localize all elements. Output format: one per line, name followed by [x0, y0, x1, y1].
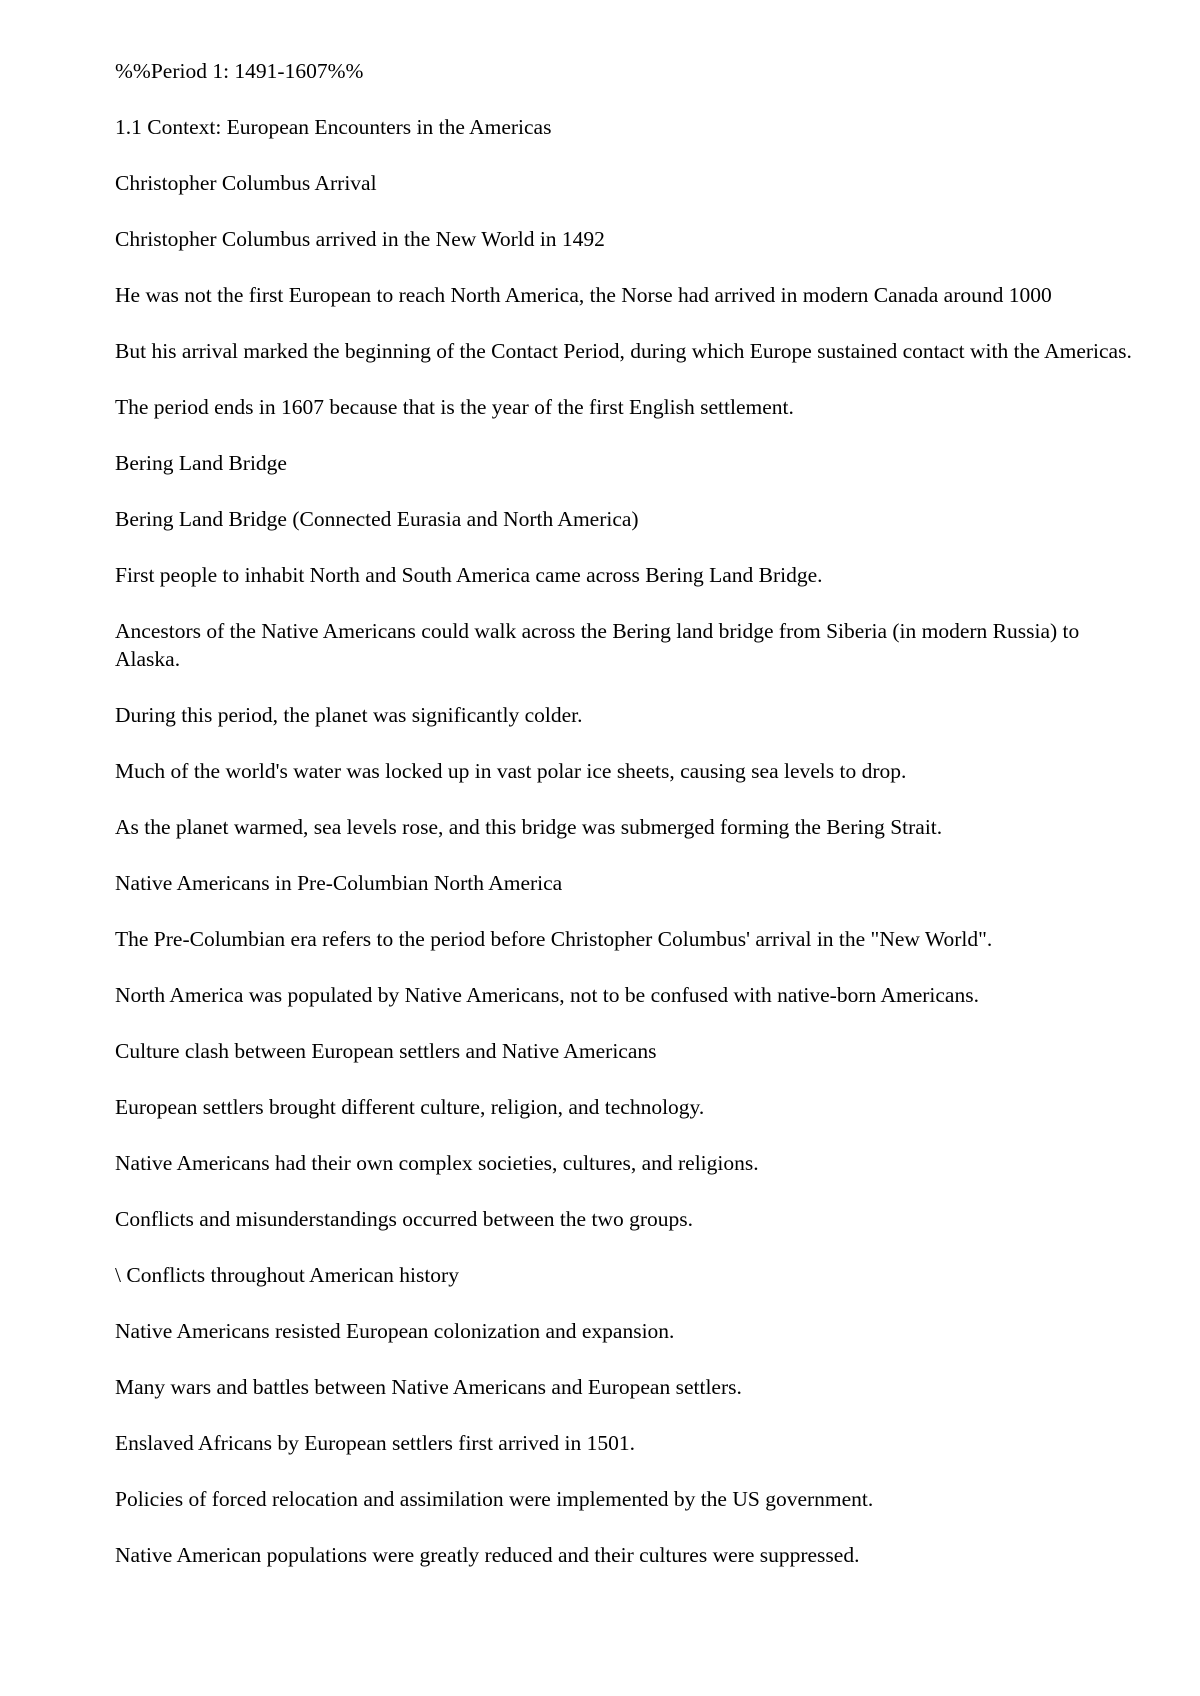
body-paragraph: Bering Land Bridge (Connected Eurasia and North America) [115, 507, 639, 531]
body-paragraph: As the planet warmed, sea levels rose, and this bridge was submerged forming the Bering Strait. [115, 815, 943, 839]
period-heading: %%Period 1: 1491-1607%% [115, 59, 364, 83]
topic-heading: Bering Land Bridge [115, 451, 287, 475]
body-paragraph: The period ends in 1607 because that is the year of the first English settlement. [115, 395, 794, 419]
document-body [115, 57, 1135, 1597]
body-paragraph: Much of the world's water was locked up in vast polar ice sheets, causing sea levels to drop. [115, 759, 907, 783]
body-paragraph: Native Americans resisted European colonization and expansion. [115, 1319, 675, 1343]
body-paragraph: During this period, the planet was significantly colder. [115, 703, 583, 727]
body-paragraph: Policies of forced relocation and assimilation were implemented by the US government. [115, 1487, 874, 1511]
body-paragraph: But his arrival marked the beginning of the Contact Period, during which Europe sustained contact with the Americas. [115, 339, 1132, 363]
body-paragraph: Christopher Columbus arrived in the New World in 1492 [115, 227, 605, 251]
body-paragraph: North America was populated by Native Americans, not to be confused with native-born Americans. [115, 983, 979, 1007]
body-paragraph: He was not the first European to reach North America, the Norse had arrived in modern Canada around 1000 [115, 283, 1052, 307]
body-paragraph: European settlers brought different culture, religion, and technology. [115, 1095, 705, 1119]
body-paragraph: The Pre-Columbian era refers to the period before Christopher Columbus' arrival in the "New World". [115, 927, 993, 951]
body-paragraph: Native Americans had their own complex societies, cultures, and religions. [115, 1151, 759, 1175]
topic-heading: \ Conflicts throughout American history [115, 1263, 459, 1287]
body-paragraph: Native American populations were greatly reduced and their cultures were suppressed. [115, 1543, 860, 1567]
body-paragraph: Conflicts and misunderstandings occurred between the two groups. [115, 1207, 693, 1231]
topic-heading: Culture clash between European settlers and Native Americans [115, 1039, 657, 1063]
body-paragraph: Ancestors of the Native Americans could walk across the Bering land bridge from Siberia (in modern Russia) to Alaska. [115, 619, 1080, 671]
topic-heading: Native Americans in Pre-Columbian North America [115, 871, 563, 895]
topic-heading: Christopher Columbus Arrival [115, 171, 377, 195]
body-paragraph: First people to inhabit North and South America came across Bering Land Bridge. [115, 563, 823, 587]
body-paragraph: Enslaved Africans by European settlers first arrived in 1501. [115, 1431, 636, 1455]
body-paragraph: Many wars and battles between Native Americans and European settlers. [115, 1375, 742, 1399]
section-heading: 1.1 Context: European Encounters in the Americas [115, 115, 552, 139]
